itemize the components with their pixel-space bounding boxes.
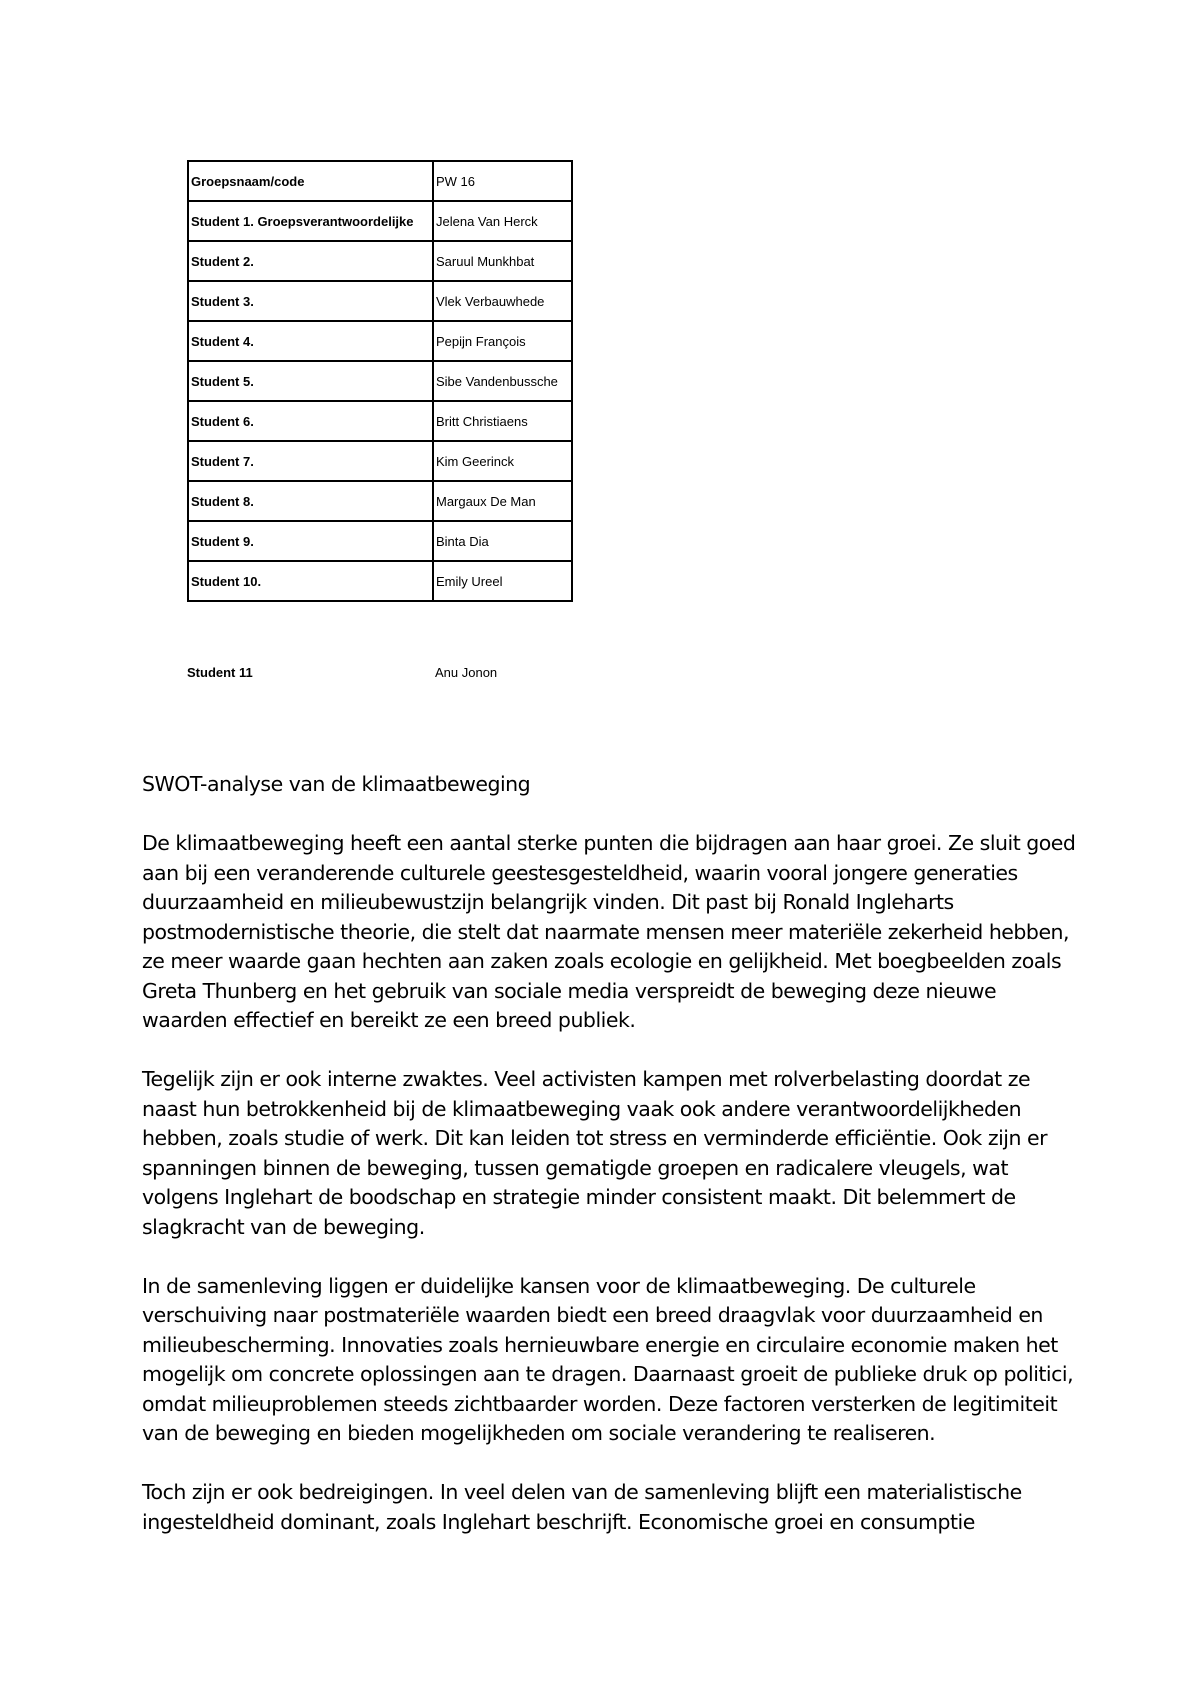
row-value: Vlek Verbauwhede xyxy=(436,293,545,309)
row-value: Sibe Vandenbussche xyxy=(436,373,558,389)
row-label: Student 8. xyxy=(191,493,254,509)
document-title: SWOT-analyse van de klimaatbeweging xyxy=(142,772,531,796)
row-label: Student 1. Groepsverantwoordelijke xyxy=(191,213,414,229)
group-table xyxy=(187,160,573,602)
row-value: Pepijn François xyxy=(436,333,526,349)
table-row xyxy=(188,281,572,321)
row-value: Jelena Van Herck xyxy=(436,213,538,229)
row-value: Kim Geerinck xyxy=(436,453,515,469)
table-row xyxy=(188,361,572,401)
row-value: Binta Dia xyxy=(436,533,489,549)
row-value: Emily Ureel xyxy=(436,573,503,589)
table-row xyxy=(188,241,572,281)
row-label: Student 3. xyxy=(191,293,254,309)
paragraph-opportunities: In de samenleving liggen er duidelijke kansen voor de klimaatbeweging. De culturele verschuiving naar postmateriële waarden biedt een breed draagvlak voor duurzaamheid en milieubescherming. Innovaties zoals hernieuwbare energie en circulaire economie maken het mogelijk om concrete oplossingen aan te dragen. Daarnaast groeit de publieke druk op politici, omdat milieuproblemen steeds zichtbaarder worden. Deze factoren versterken de legitimiteit van de beweging en bieden mogelijkheden om sociale verandering te realiseren. xyxy=(142,1273,1074,1445)
paragraph-threats: Toch zijn er ook bedreigingen. In veel delen van de samenleving blijft een materialistische ingesteldheid dominant, zoals Inglehart beschrijft. Economische groei en consumptie xyxy=(142,1480,1022,1534)
row-label: Student 4. xyxy=(191,333,254,349)
row-value: Britt Christiaens xyxy=(436,413,528,429)
paragraph-weaknesses: Tegelijk zijn er ook interne zwaktes. Veel activisten kampen met rolverbelasting doordat ze naast hun betrokkenheid bij de klimaatbeweging vaak ook andere verantwoordelijkheden hebben, zoals studie of werk. Dit kan leiden tot stress en verminderde efficiëntie. Ook zijn er spanningen binnen de beweging, tussen gematigde groepen en radicalere vleugels, wat volgens Inglehart de boodschap en strategie minder consistent maakt. Dit belemmert de slagkracht van de beweging. xyxy=(142,1067,1048,1239)
document-body xyxy=(142,770,1077,1567)
row-label: Student 7. xyxy=(191,453,254,469)
table-row xyxy=(188,401,572,441)
row-label: Groepsnaam/code xyxy=(191,173,305,189)
row-label: Student 5. xyxy=(191,373,254,389)
table-row xyxy=(188,521,572,561)
row-label: Student 6. xyxy=(191,413,254,429)
table-row xyxy=(188,321,572,361)
row-label: Student 10. xyxy=(191,573,262,589)
row-value: Margaux De Man xyxy=(436,493,536,509)
table-row xyxy=(188,201,572,241)
table-row xyxy=(188,161,572,201)
paragraph-strengths: De klimaatbeweging heeft een aantal sterke punten die bijdragen aan haar groei. Ze sluit goed aan bij een veranderende culturele geestesgesteldheid, waarin vooral jongere generaties duurzaamheid en milieubewustzijn belangrijk vinden. Dit past bij Ronald Ingleharts postmodernistische theorie, die stelt dat naarmate mensen meer materiële zekerheid hebben, ze meer waarde gaan hechten aan zaken zoals ecologie en gelijkheid. Met boegbeelden zoals Greta Thunberg en het gebruik van sociale media verspreidt de beweging deze nieuwe waarden effectief en bereikt ze een breed publiek. xyxy=(142,831,1076,1032)
row-value: Saruul Munkhbat xyxy=(436,253,535,269)
table-row xyxy=(188,441,572,481)
row-value: PW 16 xyxy=(436,173,476,189)
extra-student-label: Student 11 xyxy=(187,665,253,680)
table-row xyxy=(188,481,572,521)
row-label: Student 2. xyxy=(191,253,254,269)
table-row xyxy=(188,561,572,601)
row-label: Student 9. xyxy=(191,533,254,549)
extra-student-value: Anu Jonon xyxy=(435,665,498,680)
